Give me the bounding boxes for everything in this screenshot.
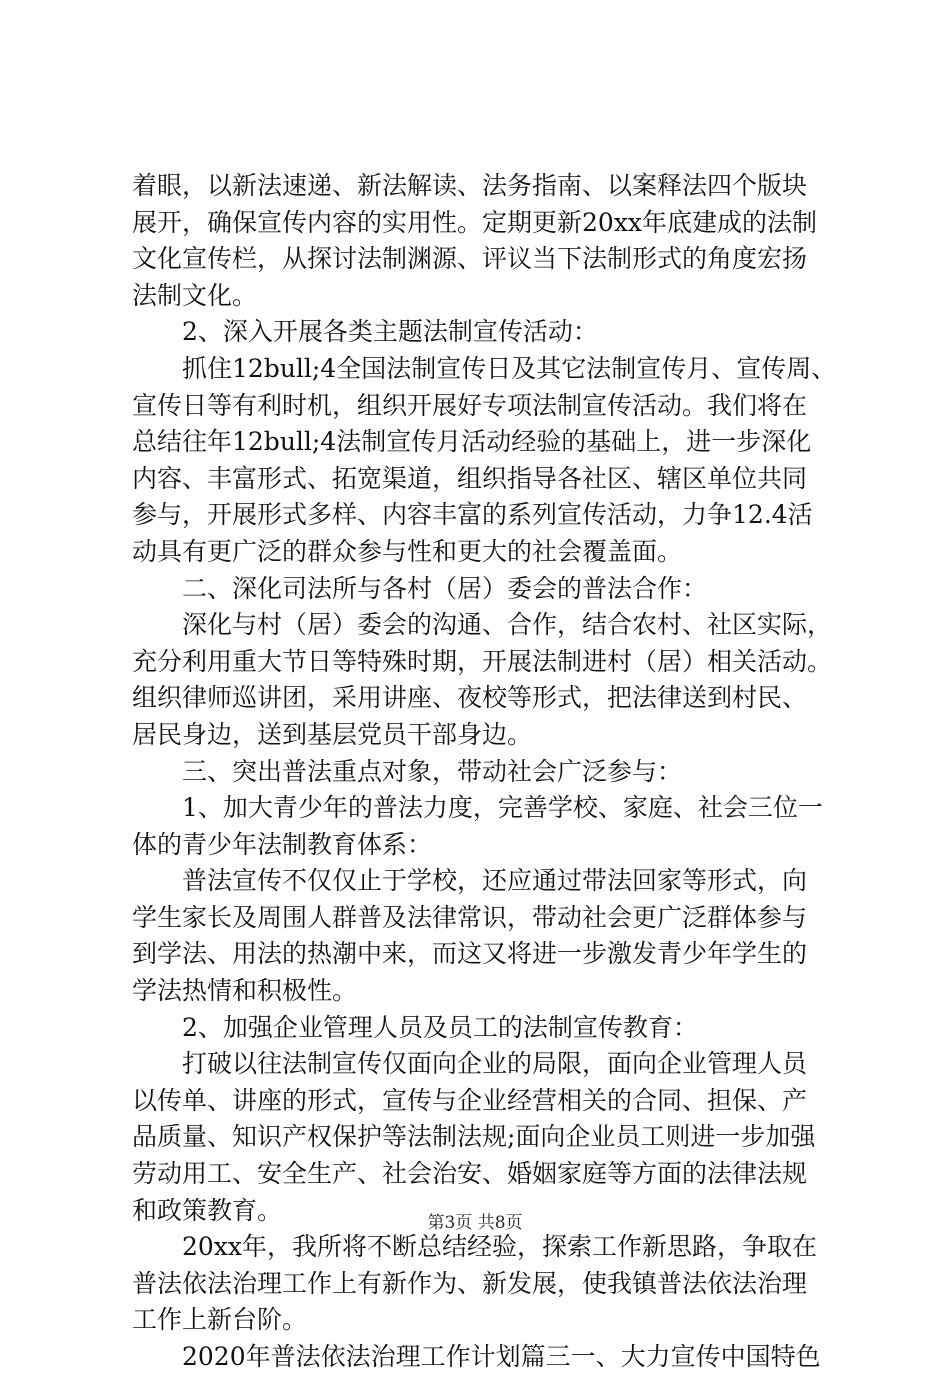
text-line: 20xx年，我所将不断总结经验，探索工作新思路，争取在 [132, 1232, 818, 1262]
text-line: 1、加大青少年的普法力度，完善学校、家庭、社会三位一 [132, 793, 823, 823]
text-line: 组织律师巡讲团，采用讲座、夜校等形式，把法律送到村民、 [132, 683, 808, 713]
text-line: 法制文化。 [132, 280, 258, 310]
text-line: 2、深入开展各类主题法制宣传活动： [132, 317, 598, 347]
text-line: 普法宣传不仅仅止于学校，还应通过带法回家等形式，向 [132, 866, 808, 896]
text-line: 劳动用工、安全生产、社会治安、婚姻家庭等方面的法律法规 [132, 1159, 808, 1189]
text-line: 文化宣传栏，从探讨法制渊源、评议当下法制形式的角度宏扬 [132, 244, 808, 274]
page-footer: 第3页 共8页 [427, 1213, 523, 1233]
text-line: 2、加强企业管理人员及员工的法制宣传教育： [132, 1012, 698, 1042]
text-line: 内容、丰富形式、拓宽渠道，组织指导各社区、辖区单位共同 [132, 463, 808, 493]
text-line: 动具有更广泛的群众参与性和更大的社会覆盖面。 [132, 536, 683, 566]
text-line: 深化与村（居）委会的沟通、合作，结合农村、社区实际， [132, 610, 833, 640]
text-line: 以传单、讲座的形式，宣传与企业经营相关的合同、担保、产 [132, 1085, 808, 1115]
text-line: 参与，开展形式多样、内容丰富的系列宣传活动，力争12.4活 [132, 500, 813, 530]
text-line: 着眼，以新法速递、新法解读、法务指南、以案释法四个版块 [132, 171, 808, 200]
text-line: 居民身边，送到基层党员干部身边。 [132, 719, 533, 749]
body-text [132, 168, 838, 1376]
text-line: 总结往年12bull;4法制宣传月活动经验的基础上，进一步深化 [132, 427, 812, 457]
text-line: 宣传日等有利时机，组织开展好专项法制宣传活动。我们将在 [132, 390, 808, 420]
text-line: 打破以往法制宣传仅面向企业的局限，面向企业管理人员 [132, 1049, 808, 1079]
text-line: 学法热情和积极性。 [132, 976, 358, 1006]
text-line: 学生家长及周围人群普及法律常识，带动社会更广泛群体参与 [132, 902, 808, 932]
text-line: 到学法、用法的热潮中来，而这又将进一步激发青少年学生的 [132, 939, 808, 969]
text-line: 抓住12bull;4全国法制宣传日及其它法制宣传月、宣传周、 [132, 353, 837, 383]
text-line: 体的青少年法制教育体系： [132, 829, 433, 859]
text-line: 工作上新台阶。 [132, 1305, 308, 1335]
text-line: 充分利用重大节日等特殊时期，开展法制进村（居）相关活动。 [132, 646, 833, 676]
text-line: 三、突出普法重点对象，带动社会广泛参与： [132, 756, 683, 786]
text-line: 和政策教育。 [132, 1195, 283, 1225]
text-line: 展开，确保宣传内容的实用性。定期更新20xx年底建成的法制 [132, 207, 818, 237]
text-line: 普法依法治理工作上有新作为、新发展，使我镇普法依法治理 [132, 1268, 808, 1298]
text-line: 品质量、知识产权保护等法制法规;面向企业员工则进一步加强 [132, 1122, 816, 1152]
text-line: 2020年普法依法治理工作计划篇三一、大力宣传中国特色 [132, 1342, 821, 1371]
text-line: 二、深化司法所与各村（居）委会的普法合作： [132, 573, 708, 603]
